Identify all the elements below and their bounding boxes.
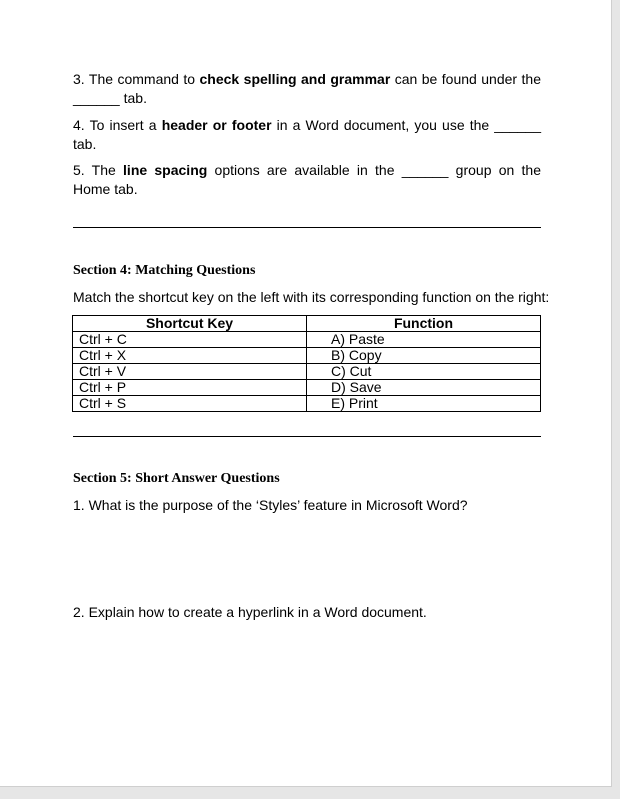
- section-divider: [73, 436, 541, 437]
- shortcut-cell: Ctrl + C: [73, 332, 307, 348]
- function-cell: B) Copy: [307, 348, 541, 364]
- function-cell: A) Paste: [307, 332, 541, 348]
- question-text: The command to: [88, 71, 200, 87]
- shortcut-cell: Ctrl + X: [73, 348, 307, 364]
- function-cell: E) Print: [307, 396, 541, 412]
- question-4: [73, 116, 541, 154]
- table-row: [73, 396, 541, 412]
- question-text: can be found under the ______ tab.: [73, 71, 541, 106]
- question-text: To insert a: [89, 117, 162, 133]
- table-row: [73, 380, 541, 396]
- function-cell: D) Save: [307, 380, 541, 396]
- section-5-heading: Section 5: Short Answer Questions: [73, 471, 280, 486]
- section-4-heading: Section 4: Matching Questions: [73, 263, 256, 278]
- shortcut-cell: Ctrl + S: [73, 396, 307, 412]
- question-text: in a Word document, you use the ______ tab.: [73, 117, 542, 152]
- question-number: 5.: [73, 162, 85, 178]
- shortcut-cell: Ctrl + P: [73, 380, 307, 396]
- question-3: [73, 70, 541, 108]
- function-cell: C) Cut: [307, 364, 541, 380]
- question-number: 3.: [73, 71, 85, 87]
- question-keyword: header or footer: [161, 117, 272, 133]
- table-row: [73, 364, 541, 380]
- column-header: Shortcut Key: [73, 316, 307, 332]
- section-4-instruction: Match the shortcut key on the left with its corresponding function on the right:: [73, 289, 550, 305]
- shortcut-cell: Ctrl + V: [73, 364, 307, 380]
- short-answer-question-1: 1. What is the purpose of the ‘Styles’ feature in Microsoft Word?: [73, 497, 468, 513]
- question-number: 4.: [73, 117, 85, 133]
- section-divider: [73, 227, 541, 228]
- table-row: [73, 348, 541, 364]
- matching-table: [72, 315, 541, 412]
- column-header: Function: [307, 316, 541, 332]
- table-header-row: [73, 316, 541, 332]
- question-keyword: line spacing: [123, 162, 208, 178]
- question-text: options are available in the ______ group on the Home tab.: [73, 162, 541, 197]
- short-answer-question-2: 2. Explain how to create a hyperlink in a Word document.: [73, 604, 427, 620]
- question-text: The: [91, 162, 124, 178]
- table-row: [73, 332, 541, 348]
- question-keyword: check spelling and grammar: [199, 71, 391, 87]
- question-5: [73, 161, 541, 199]
